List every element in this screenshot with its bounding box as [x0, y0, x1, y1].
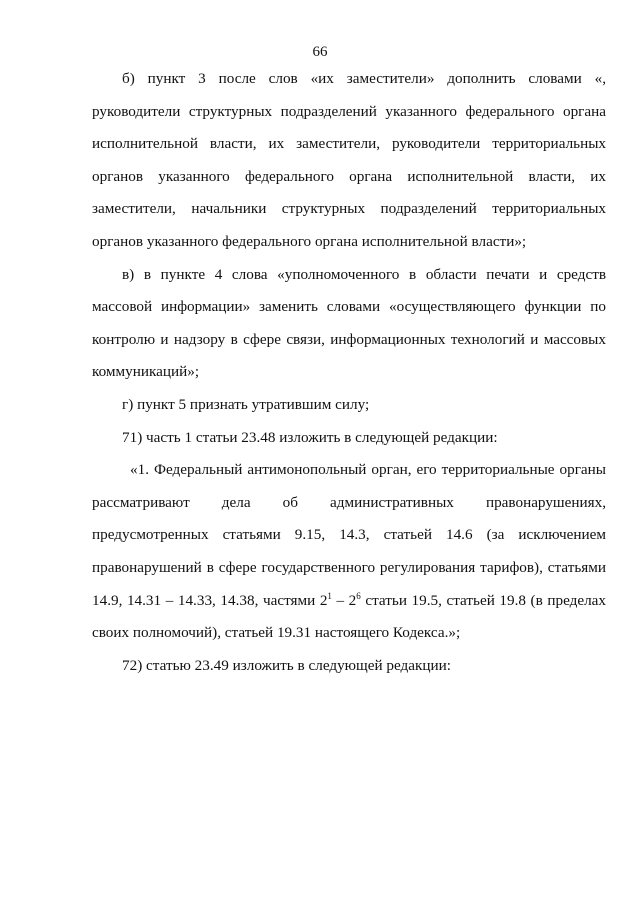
paragraph-71: 71) часть 1 статьи 23.48 изложить в следующей редакции: — [122, 428, 498, 446]
paragraph-b: б) пункт 3 после слов «их заместители» дополнить словами «, руководители структурных подразделений указанного федерального органа исполнительной власти, их заместители, руководители территориальных органов указанного федерального органа исполнительной власти, их заместители, начальники структурных подразделений территориальных органов указанного федерального органа исполнительной власти»; — [92, 70, 606, 250]
paragraph-72: 72) статью 23.49 изложить в следующей редакции: — [122, 656, 451, 674]
page-number: 66 — [312, 44, 328, 60]
quote-text-after: статьи 19.5, статьей 19.8 (в пределах своих полномочий), статьей 19.31 настоящего Кодекса.»; — [92, 591, 606, 642]
superscript-6: 6 — [356, 590, 361, 601]
quote-dash: – 2 — [331, 591, 357, 609]
paragraph-v: в) в пункте 4 слова «уполномоченного в области печати и средств массовой информации» заменить словами «осуществляющего функции по контролю и надзору в сфере связи, информационных технологий и массовых коммуникаций»; — [92, 265, 606, 381]
paragraph-g: г) пункт 5 признать утратившим силу; — [122, 395, 370, 413]
document-body — [92, 63, 606, 682]
superscript-1: 1 — [327, 590, 332, 601]
quote-text-before: «1. Федеральный антимонопольный орган, его территориальные органы рассматривают дела об административных правонарушениях, предусмотренных статьями 9.15, 14.3, статьей 14.6 (за исключением правонарушений в сфере государственного регулирования тарифов), статьями 14.9, 14.31 – 14.33, 14.38, частями 2 — [92, 461, 606, 609]
paragraph-quote — [92, 454, 606, 650]
